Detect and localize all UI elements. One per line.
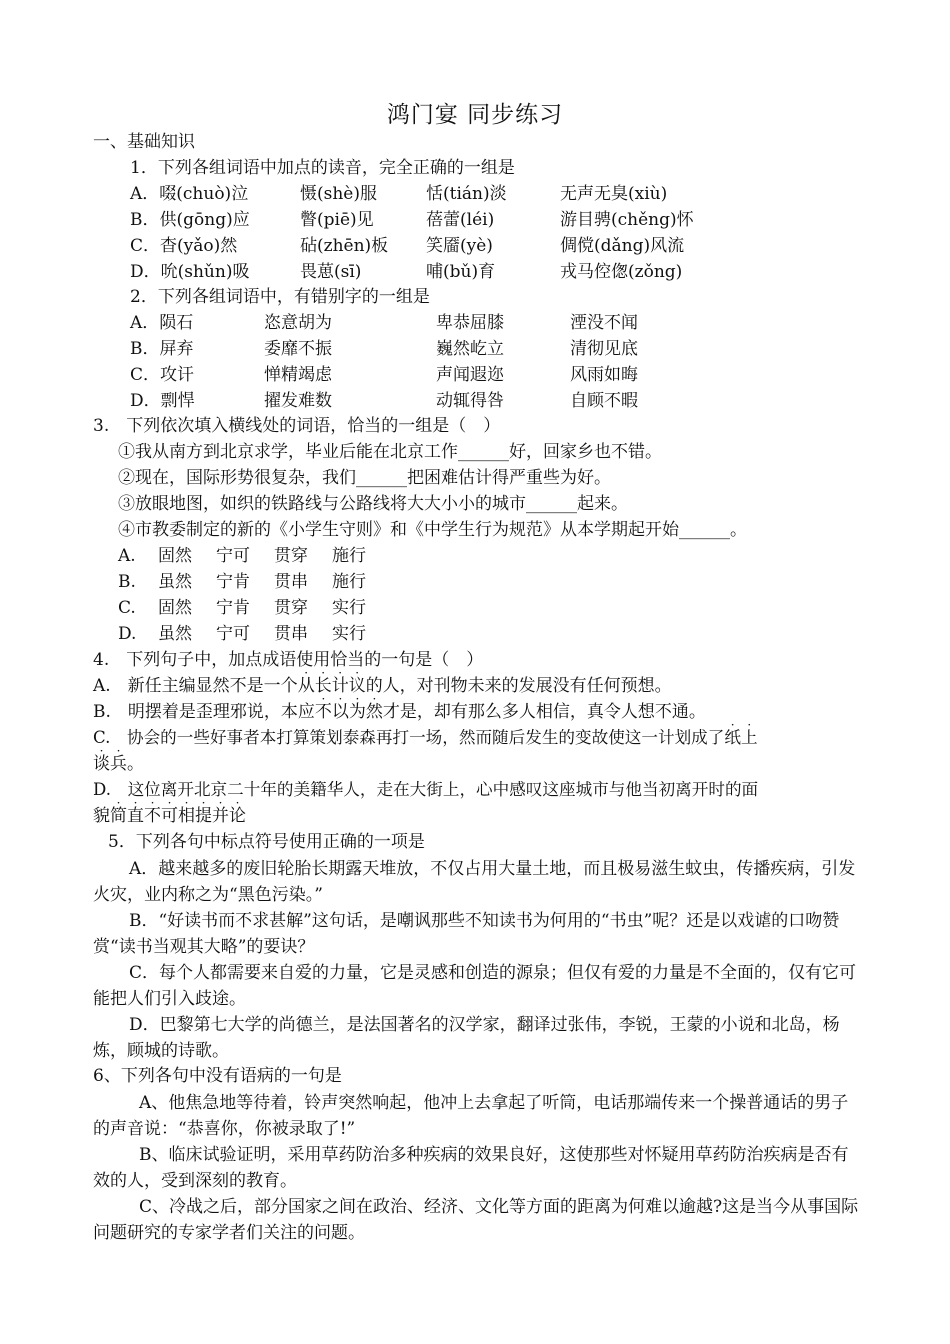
q3-b-3: 贯串 (274, 572, 308, 592)
q2-c-4: 风雨如晦 (570, 365, 638, 385)
q4-option-b (93, 692, 706, 724)
q3-c-2: 宁肯 (216, 598, 250, 618)
q3-c-4: 实行 (332, 598, 366, 618)
q6-option-b: B、临床试验证明，采用草药防治多种疾病的效果良好，这使那些对怀疑用草药防治疾病是否有效的人，受到深刻的教育。 (93, 1145, 849, 1191)
q6-option-a: A、他焦急地等待着，铃声突然响起，他冲上去拿起了听筒，电话那端传来一个操普通话的男子的声音说：“恭喜你，你被录取了!” (93, 1093, 849, 1139)
q3-a-3: 贯穿 (274, 546, 308, 566)
q5-option-a: A．越来越多的废旧轮胎长期露天堆放，不仅占用大量土地，而且极易滋生蚊虫，传播疾病，引发火灾，业内称之为“黑色污染。” (93, 859, 856, 905)
q1-d-2: 畏葸(sī) (300, 262, 362, 282)
q2-stem: 2．下列各组词语中，有错别字的一组是 (130, 287, 430, 307)
q3-c-1: 固然 (158, 598, 192, 618)
q4-c-idiom-part2: 谈 · 兵 · (93, 744, 127, 774)
q3-d-label: D. (118, 624, 137, 644)
q2-c-3: 声闻遐迩 (436, 365, 504, 385)
q3-c-3: 贯穿 (274, 598, 308, 618)
q1-b-2: 瞥(piē)见 (300, 210, 374, 230)
q2-b-2: 委靡不振 (264, 339, 332, 359)
q4-b-pre: B. 明摆着是歪理邪说，本应 (93, 702, 315, 722)
q2-a-3: 卑恭屈膝 (436, 313, 504, 333)
page-title: 鸿门宴 同步练习 (386, 102, 564, 128)
q1-a-3: 恬(tián)淡 (426, 184, 507, 204)
q3-stem: 3. 下列依次填入横线处的词语，恰当的一组是（ ） (93, 416, 501, 436)
q1-options (130, 182, 850, 286)
q2-a-2: 恣意胡为 (264, 313, 332, 333)
q3-d-1: 虽然 (158, 624, 192, 644)
q4-b-post: 才是，却有那么多人相信，真令人想不通。 (382, 702, 706, 722)
q1-b-4: 游目骋(chěng)怀 (560, 210, 694, 230)
q1-c-3: 笑靥(yè) (426, 236, 493, 256)
q6-option-c: C、冷战之后，部分国家之间在政治、经济、文化等方面的距离为何难以逾越?这是当今从事国际问题研究的专家学者们关注的问题。 (93, 1197, 859, 1243)
q3-b-1: 虽然 (158, 572, 192, 592)
q5-option-c: C．每个人都需要来自爱的力量，它是灵感和创造的源泉；但仅有爱的力量是不全面的，仅有它可能把人们引入歧途。 (93, 963, 857, 1009)
q1-c-4: 倜傥(dǎng)风流 (560, 236, 685, 256)
q3-a-1: 固然 (158, 546, 192, 566)
q4-a-pre: A. 新任主编显然不是一个 (93, 676, 298, 696)
q4-option-c-line2 (93, 744, 144, 776)
q3-d-4: 实行 (332, 624, 366, 644)
q6-stem: 6、下列各句中没有语病的一句是 (93, 1066, 342, 1086)
q4-option-c-line1 (93, 718, 758, 750)
q1-a-1: A．啜(chuò)泣 (130, 184, 249, 204)
q1-d-1: D．吮(shǔn)吸 (130, 262, 250, 282)
q3-c-label: C. (118, 598, 136, 618)
q3-d-3: 贯串 (274, 624, 308, 644)
q4-d-idiom: 简 · 直 · 不 · 可 · 相 · 提 · 并 · 论 · (110, 796, 246, 826)
q4-c-post: 。 (127, 754, 144, 774)
q2-d-1: D．剽悍 (130, 391, 195, 411)
q2-d-3: 动辄得咎 (436, 391, 504, 411)
q3-d-2: 宁可 (216, 624, 250, 644)
q1-b-1: B．供(gōng)应 (130, 210, 250, 230)
q5-option-b: B．“好读书而不求甚解”这句话，是嘲讽那些不知读书为何用的“书虫”呢？还是以戏谑的口吻赞赏“读书当观其大略”的要诀？ (93, 911, 840, 957)
section-heading: 一、基础知识 (93, 132, 195, 152)
q4-d-pre: 貌 (93, 806, 110, 826)
q1-c-1: C．杳(yǎo)然 (130, 236, 238, 256)
q1-c-2: 砧(zhēn)板 (300, 236, 389, 256)
q3-options (118, 544, 498, 648)
q4-b-idiom: 不 · 以 · 为 · 然 · (314, 692, 383, 722)
q3-b-2: 宁肯 (216, 572, 250, 592)
q2-c-2: 惮精竭虑 (264, 365, 332, 385)
q1-stem: 1．下列各组词语中加点的读音，完全正确的一组是 (130, 158, 515, 178)
q3-item-1: ①我从南方到北京求学，毕业后能在北京工作______好，回家乡也不错。 (118, 442, 662, 462)
q1-a-2: 慑(shè)服 (300, 184, 377, 204)
q1-a-4: 无声无臭(xiù) (560, 184, 668, 204)
q3-a-4: 施行 (332, 546, 366, 566)
q5-option-d: D．巴黎第七大学的尚德兰，是法国著名的汉学家，翻译过张伟，李锐，王蒙的小说和北岛，杨炼，顾城的诗歌。 (93, 1015, 840, 1061)
q2-d-4: 自顾不暇 (570, 391, 638, 411)
q2-options (130, 311, 850, 415)
q2-b-4: 清彻见底 (570, 339, 638, 359)
q2-c-1: C．攻讦 (130, 365, 195, 385)
q2-a-1: A．陨石 (130, 313, 194, 333)
q3-b-4: 施行 (332, 572, 366, 592)
q4-a-post: 的人，对刊物未来的发展没有任何预想。 (365, 676, 672, 696)
q1-b-3: 蓓蕾(léi) (426, 210, 495, 230)
q4-stem: 4. 下列句子中，加点成语使用恰当的一句是（ ） (93, 650, 484, 670)
q2-b-3: 巍然屹立 (436, 339, 504, 359)
q3-item-3: ③放眼地图，如织的铁路线与公路线将大大小小的城市______起来。 (118, 494, 628, 514)
q1-d-3: 哺(bǔ)育 (426, 262, 496, 282)
q2-d-2: 擢发难数 (264, 391, 332, 411)
q4-c-pre: C. 协会的一些好事者本打算策划泰森再打一场，然而随后发生的变故使这一计划成了 (93, 728, 725, 747)
q4-option-d-line2 (93, 796, 246, 828)
q3-b-label: B. (118, 572, 136, 592)
q3-item-2: ②现在，国际形势很复杂，我们______把困难估计得严重些为好。 (118, 468, 611, 488)
q1-d-4: 戎马倥偬(zǒng) (560, 262, 683, 282)
q2-a-4: 湮没不闻 (570, 313, 638, 333)
q3-a-2: 宁可 (216, 546, 250, 566)
q3-a-label: A. (118, 546, 136, 566)
q3-item-4: ④市教委制定的新的《小学生守则》和《中学生行为规范》从本学期起开始______。 (118, 520, 747, 540)
q5-stem: 5．下列各句中标点符号使用正确的一项是 (108, 832, 425, 852)
q4-c-idiom-part1: 纸 · 上 · (724, 718, 758, 747)
q2-b-1: B．屏弃 (130, 339, 194, 359)
q4-option-d-line1: D. 这位离开北京二十年的美籍华人，走在大街上，心中感叹这座城市与他当初离开时的面 (93, 780, 759, 799)
q4-a-idiom: 从 · 长 · 计 · 议 · (297, 666, 366, 696)
